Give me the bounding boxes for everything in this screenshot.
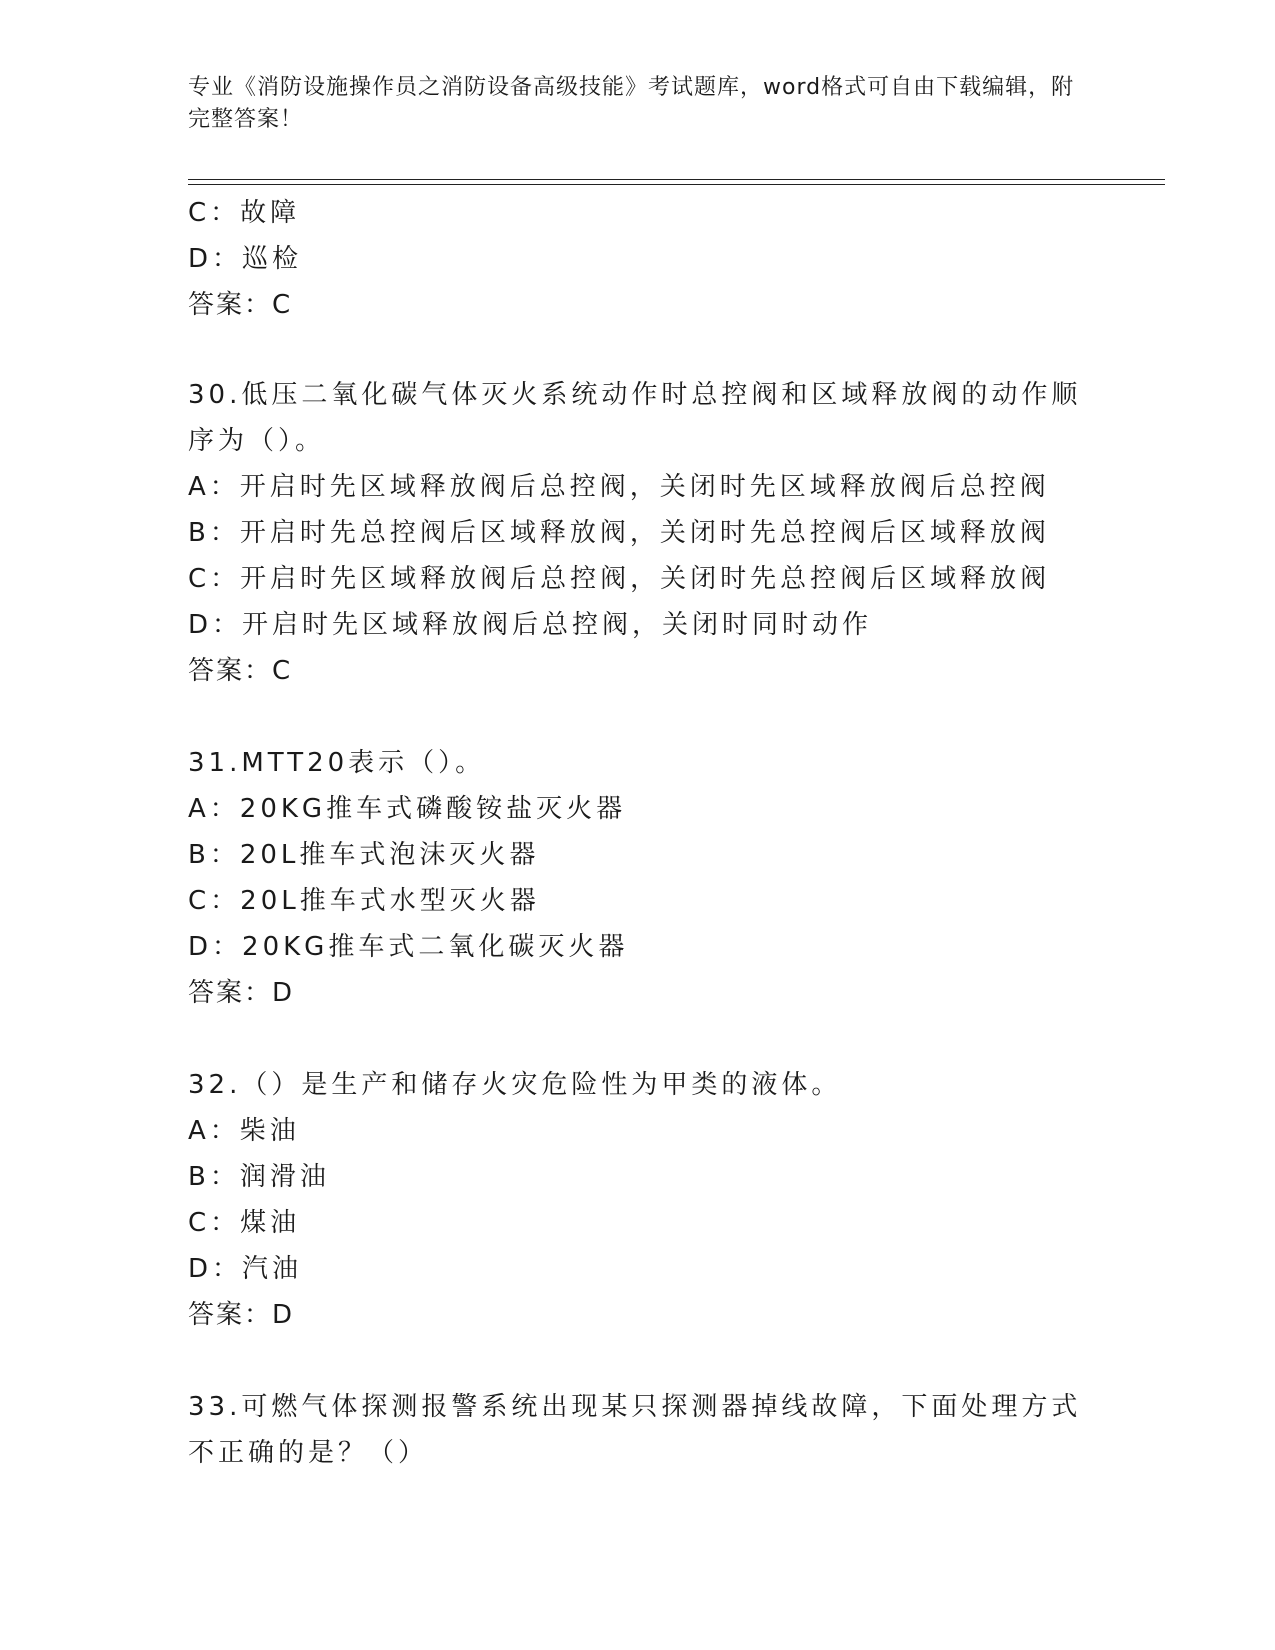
answer-line: 答案：C xyxy=(188,290,293,320)
answer-line: 答案：D xyxy=(188,1300,295,1330)
option-d: D：巡检 xyxy=(188,244,303,274)
option-b: B：20L推车式泡沫灭火器 xyxy=(188,840,540,870)
option-b: B：开启时先总控阀后区域释放阀，关闭时先总控阀后区域释放阀 xyxy=(188,518,1050,548)
question-content xyxy=(188,190,1148,1476)
option-c: C：煤油 xyxy=(188,1208,301,1238)
option-c: C：故障 xyxy=(188,198,301,228)
option-c: C：20L推车式水型灭火器 xyxy=(188,886,540,916)
spacer xyxy=(188,1338,1148,1384)
option-d: D：汽油 xyxy=(188,1254,303,1284)
question-stem: 30.低压二氧化碳气体灭火系统动作时总控阀和区域释放阀的动作顺序为（）。 xyxy=(188,380,1082,456)
spacer xyxy=(188,328,1148,372)
option-b: B：润滑油 xyxy=(188,1162,330,1192)
header-divider-top xyxy=(188,179,1165,180)
answer-line: 答案：D xyxy=(188,978,295,1008)
header-text: 专业《消防设施操作员之消防设备高级技能》考试题库，word格式可自由下载编辑，附完整答案！ xyxy=(188,75,1075,132)
option-c: C：开启时先区域释放阀后总控阀，关闭时先总控阀后区域释放阀 xyxy=(188,564,1051,594)
option-d: D：20KG推车式二氧化碳灭火器 xyxy=(188,932,629,962)
spacer xyxy=(188,1016,1148,1062)
answer-line: 答案：C xyxy=(188,656,293,686)
question-stem: 33.可燃气体探测报警系统出现某只探测器掉线故障，下面处理方式不正确的是？（） xyxy=(188,1392,1082,1468)
document-header xyxy=(188,72,1088,136)
option-d: D：开启时先区域释放阀后总控阀，关闭时同时动作 xyxy=(188,610,873,640)
spacer xyxy=(188,694,1148,740)
question-stem: 32.（）是生产和储存火灾危险性为甲类的液体。 xyxy=(188,1070,842,1100)
question-stem: 31.MTT20表示（）。 xyxy=(188,748,486,778)
option-a: A：开启时先区域释放阀后总控阀，关闭时先区域释放阀后总控阀 xyxy=(188,472,1050,502)
option-a: A：20KG推车式磷酸铵盐灭火器 xyxy=(188,794,627,824)
header-divider-bottom xyxy=(188,184,1165,185)
option-a: A：柴油 xyxy=(188,1116,300,1146)
